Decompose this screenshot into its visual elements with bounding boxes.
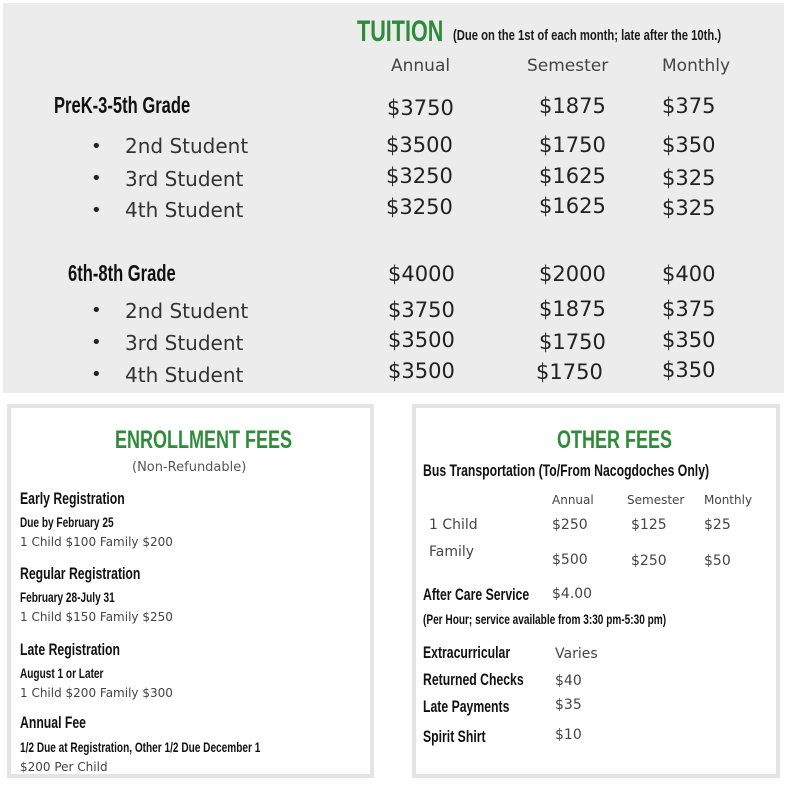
semester-price: $1875 — [539, 94, 606, 118]
fee-value: $35 — [555, 697, 582, 713]
tuition-title: TUITION — [357, 15, 444, 48]
semester-price: $1750 — [536, 360, 603, 384]
annual-price: $4000 — [388, 262, 455, 286]
tuition-due-note: (Due on the 1st of each month; late after the 10th.) — [453, 27, 722, 44]
fee-value: $10 — [555, 727, 582, 743]
bus-semester-price: $125 — [631, 517, 667, 533]
semester-price: $1625 — [539, 164, 606, 188]
bullet-icon: • — [91, 300, 102, 321]
bus-semester-price: $250 — [631, 553, 667, 569]
column-monthly: Monthly — [662, 56, 731, 76]
column-semester: Semester — [527, 56, 609, 76]
annual-price: $3500 — [386, 133, 453, 157]
fee-label: Returned Checks — [423, 670, 524, 689]
semester-price: $1750 — [539, 330, 606, 354]
other-fees-title: OTHER FEES — [557, 426, 673, 454]
bullet-icon: • — [91, 168, 102, 189]
fee-label: Late Payments — [423, 697, 510, 716]
section-due: August 1 or Later — [20, 665, 104, 681]
section-heading: Annual Fee — [20, 713, 86, 732]
section-due: February 28-July 31 — [20, 589, 115, 605]
bus-annual-price: $500 — [552, 552, 588, 568]
semester-price: $1625 — [539, 194, 606, 218]
bullet-icon: • — [91, 136, 102, 157]
student-label: 2nd Student — [125, 299, 249, 323]
student-label: 4th Student — [125, 198, 244, 222]
section-fees: 1 Child $100 Family $200 — [20, 535, 173, 549]
annual-price: $3250 — [386, 195, 453, 219]
bullet-icon: • — [91, 200, 102, 221]
section-heading: Early Registration — [20, 489, 125, 508]
other-fees-panel — [412, 404, 780, 778]
student-label: 3rd Student — [125, 331, 244, 355]
monthly-price: $375 — [662, 297, 716, 321]
bus-row-label: Family — [429, 544, 475, 560]
bus-heading: Bus Transportation (To/From Nacogdoches Only) — [423, 461, 710, 480]
section-fees: $200 Per Child — [20, 760, 108, 774]
bullet-icon: • — [91, 364, 102, 385]
section-heading: Regular Registration — [20, 564, 141, 583]
after-care-note: (Per Hour; service available from 3:30 pm-5:30 pm) — [423, 611, 667, 627]
tuition-panel — [3, 3, 784, 393]
monthly-price: $350 — [662, 328, 716, 352]
annual-price: $3250 — [386, 164, 453, 188]
grade-group-title: PreK-3-5th Grade — [54, 92, 191, 118]
annual-price: $3750 — [388, 298, 455, 322]
bus-annual-price: $250 — [552, 517, 588, 533]
monthly-price: $325 — [662, 166, 716, 190]
fee-value: Varies — [555, 646, 598, 662]
enrollment-subtitle: (Non-Refundable) — [132, 460, 247, 475]
monthly-price: $400 — [662, 262, 716, 286]
semester-price: $2000 — [539, 262, 606, 286]
bus-row-label: 1 Child — [429, 517, 478, 533]
after-care-price: $4.00 — [552, 586, 593, 602]
semester-price: $1875 — [539, 297, 606, 321]
bus-monthly-price: $50 — [704, 553, 731, 569]
monthly-price: $350 — [662, 133, 716, 157]
monthly-price: $350 — [662, 358, 716, 382]
student-label: 2nd Student — [125, 134, 249, 158]
annual-price: $3500 — [388, 328, 455, 352]
monthly-price: $375 — [662, 94, 716, 118]
student-label: 4th Student — [125, 363, 244, 387]
tuition-header — [357, 15, 722, 49]
grade-group-title: 6th-8th Grade — [68, 260, 176, 286]
bus-column-semester: Semester — [627, 493, 685, 507]
annual-price: $3500 — [388, 359, 455, 383]
bus-column-annual: Annual — [552, 493, 594, 507]
fee-label: Extracurricular — [423, 643, 511, 662]
student-label: 3rd Student — [125, 167, 244, 191]
fee-label: Spirit Shirt — [423, 727, 486, 746]
column-annual: Annual — [391, 56, 451, 76]
monthly-price: $325 — [662, 196, 716, 220]
section-heading: Late Registration — [20, 640, 120, 659]
enrollment-fees-panel — [7, 404, 374, 778]
enrollment-title: ENROLLMENT FEES — [115, 426, 293, 454]
bus-monthly-price: $25 — [704, 517, 731, 533]
section-fees: 1 Child $150 Family $250 — [20, 610, 173, 624]
semester-price: $1750 — [539, 133, 606, 157]
section-due: 1/2 Due at Registration, Other 1/2 Due December 1 — [20, 739, 261, 755]
bullet-icon: • — [91, 332, 102, 353]
section-due: Due by February 25 — [20, 514, 114, 530]
after-care-label: After Care Service — [423, 585, 530, 604]
section-fees: 1 Child $200 Family $300 — [20, 686, 173, 700]
annual-price: $3750 — [387, 96, 454, 120]
bus-column-monthly: Monthly — [704, 493, 753, 507]
fee-value: $40 — [555, 673, 582, 689]
